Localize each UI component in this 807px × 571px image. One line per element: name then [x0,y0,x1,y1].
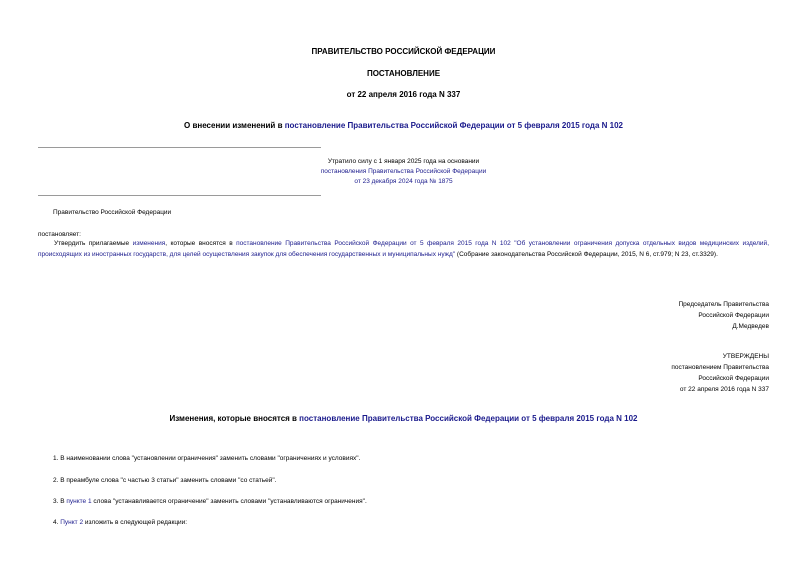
divider-top [38,147,321,148]
item4-link[interactable]: Пункт 2 [60,519,84,526]
title-link[interactable]: постановление Правительства Российской Федерации от 5 февраля 2015 года N 102 [284,121,623,130]
title-prefix: О внесении изменений в [184,121,285,130]
change-item-2: 2. В преамбуле слова "с частью 3 статьи" заменить словами "со статьей". [53,477,277,484]
approved-line3: Российской Федерации [698,375,769,382]
government-name: ПРАВИТЕЛЬСТВО РОССИЙСКОЙ ФЕДЕРАЦИИ [311,47,496,56]
signature-block [678,299,769,332]
item4-text-a: 4. [53,519,61,526]
document-type: ПОСТАНОВЛЕНИЕ [366,69,441,78]
status-note-link[interactable]: постановления Правительства Российской Федерации [320,168,487,175]
item3-link[interactable]: пункте 1 [66,498,92,505]
status-note-link-date[interactable]: от 23 декабря 2024 года № 1875 [354,178,453,185]
changes-title-prefix: Изменения, которые вносятся в [169,414,300,423]
change-item-4 [53,517,187,528]
p1-text-a: Утвердить прилагаемые [54,240,133,247]
signature-name: Д.Медведев [732,323,769,330]
status-note [0,157,807,187]
item3-text-b: слова "устанавливается ограничение" заменить словами "устанавливаются ограничения". [91,498,367,505]
item3-text-a: 3. В [53,498,67,505]
document-date-number: от 22 апреля 2016 года N 337 [346,90,461,99]
p1-text-c: (Собрание законодательства Российской Федерации, 2015, N 6, ст.979; N 23, ст.3329). [455,251,718,258]
approved-block [671,351,769,395]
p1-link-changes[interactable]: изменения [132,240,166,247]
change-item-3 [53,496,367,507]
approved-heading: УТВЕРЖДЕНЫ [722,353,769,360]
changes-title [0,414,807,423]
signature-country: Российской Федерации [698,312,769,319]
change-item-1: 1. В наименовании слова "установлении ограничения" заменить словами "ограничениях и условиях". [53,455,361,462]
item4-text-b: изложить в следующей редакции: [83,519,188,526]
divider-bottom [38,195,321,196]
signature-position: Председатель Правительства [678,301,769,308]
changes-title-link[interactable]: постановление Правительства Российской Федерации от 5 февраля 2015 года N 102 [299,414,638,423]
resolves-word: постановляет: [38,231,81,238]
p1-link-resolution[interactable]: постановление Правительства Российской Федерации от 5 февраля 2015 года N 102 "Об установлении ограничения допуска отдельных видов медицинских изделий, происходящих из иностранных государств, для целей осуществления закупок для обеспечения государственных и муниципальных нужд" [38,240,769,258]
p1-text-b: , которые вносятся в [165,240,237,247]
status-note-line1: Утратило силу с 1 января 2025 года на основании [327,158,480,165]
document-title [0,121,807,130]
issuer: Правительство Российской Федерации [53,209,172,216]
approved-line4: от 22 апреля 2016 года N 337 [679,386,769,393]
approved-line2: постановлением Правительства [671,364,769,371]
paragraph-approve [38,238,769,260]
